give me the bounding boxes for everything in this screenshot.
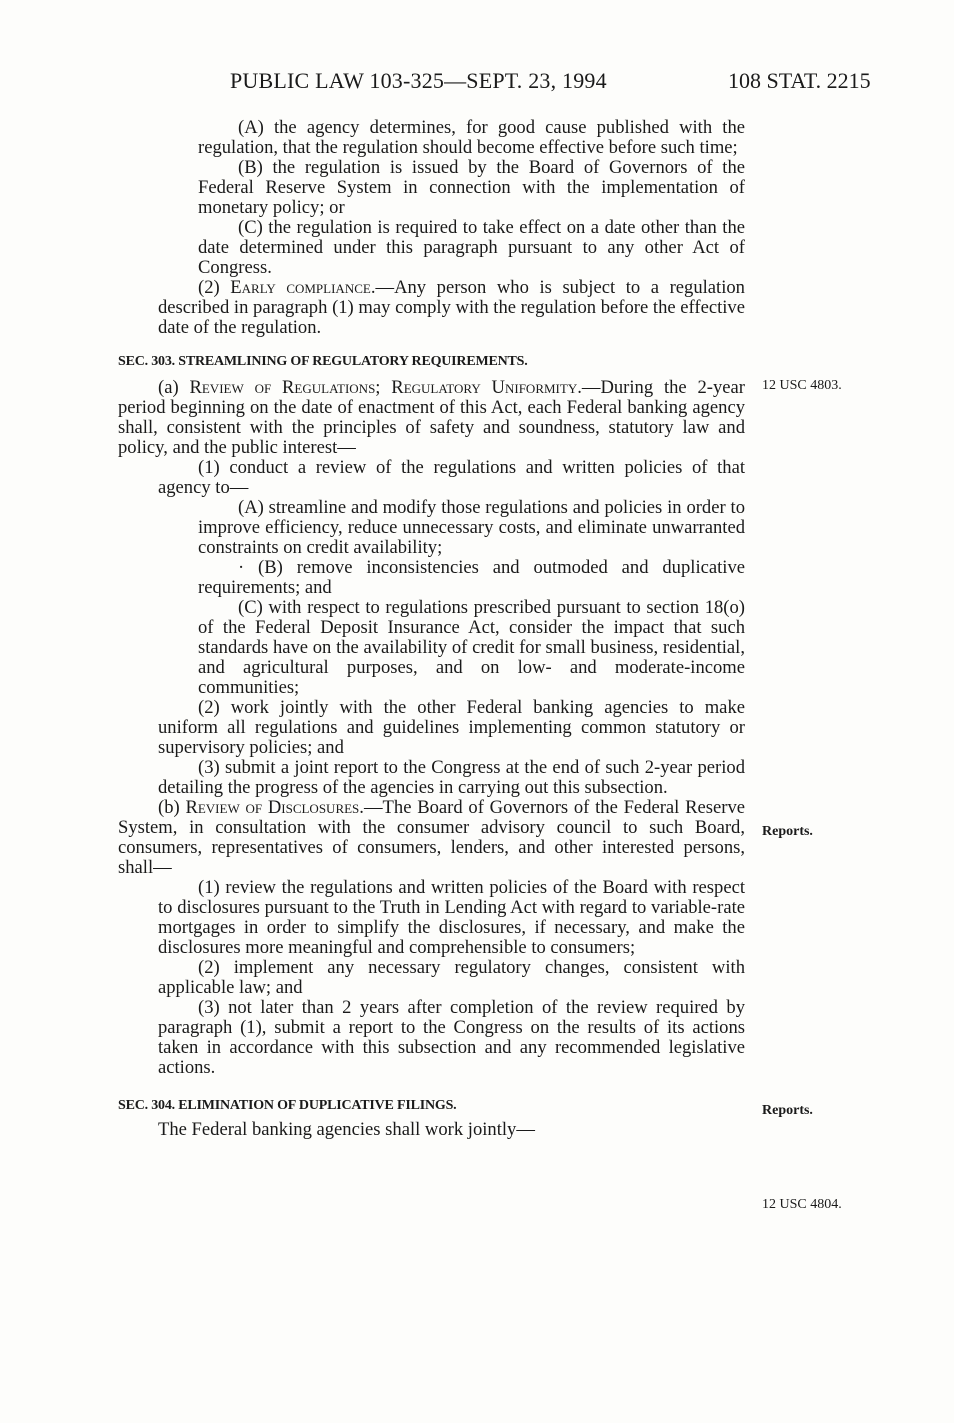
- statute-body: [118, 118, 745, 1140]
- margin-note-usc-4803: 12 USC 4803.: [762, 378, 842, 393]
- section-304-text: The Federal banking agencies shall work jointly—: [158, 1119, 535, 1140]
- margin-note-reports-2: Reports.: [762, 1103, 813, 1118]
- running-head: PUBLIC LAW 103-325—SEPT. 23, 1994: [230, 68, 607, 93]
- paragraph-2-label: (2): [198, 277, 231, 298]
- paragraph-1-C: (C) the regulation is required to take effect on a date other than the date determined under this paragraph pursuant to any other Act of Congress.: [198, 217, 745, 278]
- subsection-b-text: .—The Board of Governors of the Federal Reserve System, in consultation with the consumer advisory council to such Board, consumers, representatives of consumers, lenders, and other interested persons, shall—: [118, 797, 745, 878]
- subsection-b-3: (3) not later than 2 years after completion of the review required by paragraph (1), submit a report to the Congress on the results of its actions taken in accordance with this subsection and any recommended legislative actions.: [158, 997, 745, 1078]
- paragraph-2-heading: Early compliance: [230, 277, 371, 298]
- subsection-b-heading: Review of Disclosures: [185, 797, 360, 818]
- subsection-b-1: (1) review the regulations and written policies of the Board with respect to disclosures pursuant to the Truth in Lending Act with regard to variable-rate mortgages in order to simplify the disclosures, if necessary, and make the disclosures more meaningful and comprehensible to consumers;: [158, 877, 745, 958]
- paragraph-1-B: (B) the regulation is issued by the Board of Governors of the Federal Reserve System in connection with the implementation of monetary policy; or: [198, 157, 745, 218]
- subsection-a-1-C: (C) with respect to regulations prescribed pursuant to section 18(o) of the Federal Deposit Insurance Act, consider the impact that such standards have on the availability of credit for small business, residential, and agricultural purposes, and on low- and moderate-income communities;: [198, 597, 745, 698]
- margin-note-reports-1: Reports.: [762, 824, 813, 839]
- subsection-a: [118, 378, 745, 458]
- subsection-a-heading: Review of Regulations; Regulatory Uniformity: [189, 377, 578, 398]
- paragraph-2-text: .—Any person who is subject to a regulation described in paragraph (1) may comply with the regulation before the effective date of the regulation.: [158, 277, 745, 338]
- subsection-a-1-B: · (B) remove inconsistencies and outmoded and duplicative requirements; and: [198, 557, 745, 598]
- subsection-a-3: (3) submit a joint report to the Congress at the end of such 2-year period detailing the progress of the agencies in carrying out this subsection.: [158, 757, 745, 798]
- subsection-a-text: .—During the 2-year period beginning on the date of enactment of this Act, each Federal banking agency shall, consistent with the principles of safety and soundness, statutory law and policy, and the public interest—: [118, 377, 745, 458]
- subsection-a-1-A: (A) streamline and modify those regulations and policies in order to improve efficiency, reduce unnecessary costs, and eliminate unwarranted constraints on credit availability;: [198, 497, 745, 558]
- subsection-a-1: (1) conduct a review of the regulations and written policies of that agency to—: [158, 457, 745, 498]
- section-303-heading: SEC. 303. STREAMLINING OF REGULATORY REQUIREMENTS.: [118, 354, 528, 369]
- section-304-heading: SEC. 304. ELIMINATION OF DUPLICATIVE FILINGS.: [118, 1098, 457, 1113]
- subsection-a-label: (a): [158, 377, 190, 398]
- statutes-at-large-citation: 108 STAT. 2215: [728, 68, 871, 93]
- paragraph-2-early-compliance: [118, 278, 745, 338]
- subsection-b: [118, 798, 745, 878]
- subsection-b-2: (2) implement any necessary regulatory changes, consistent with applicable law; and: [158, 957, 745, 998]
- margin-note-usc-4804: 12 USC 4804.: [762, 1197, 842, 1212]
- subsection-a-2: (2) work jointly with the other Federal banking agencies to make uniform all regulations and guidelines implementing common statutory or supervisory policies; and: [158, 697, 745, 758]
- subsection-b-label: (b): [158, 797, 186, 818]
- paragraph-1-A: (A) the agency determines, for good cause published with the regulation, that the regulation should become effective before such time;: [198, 117, 745, 158]
